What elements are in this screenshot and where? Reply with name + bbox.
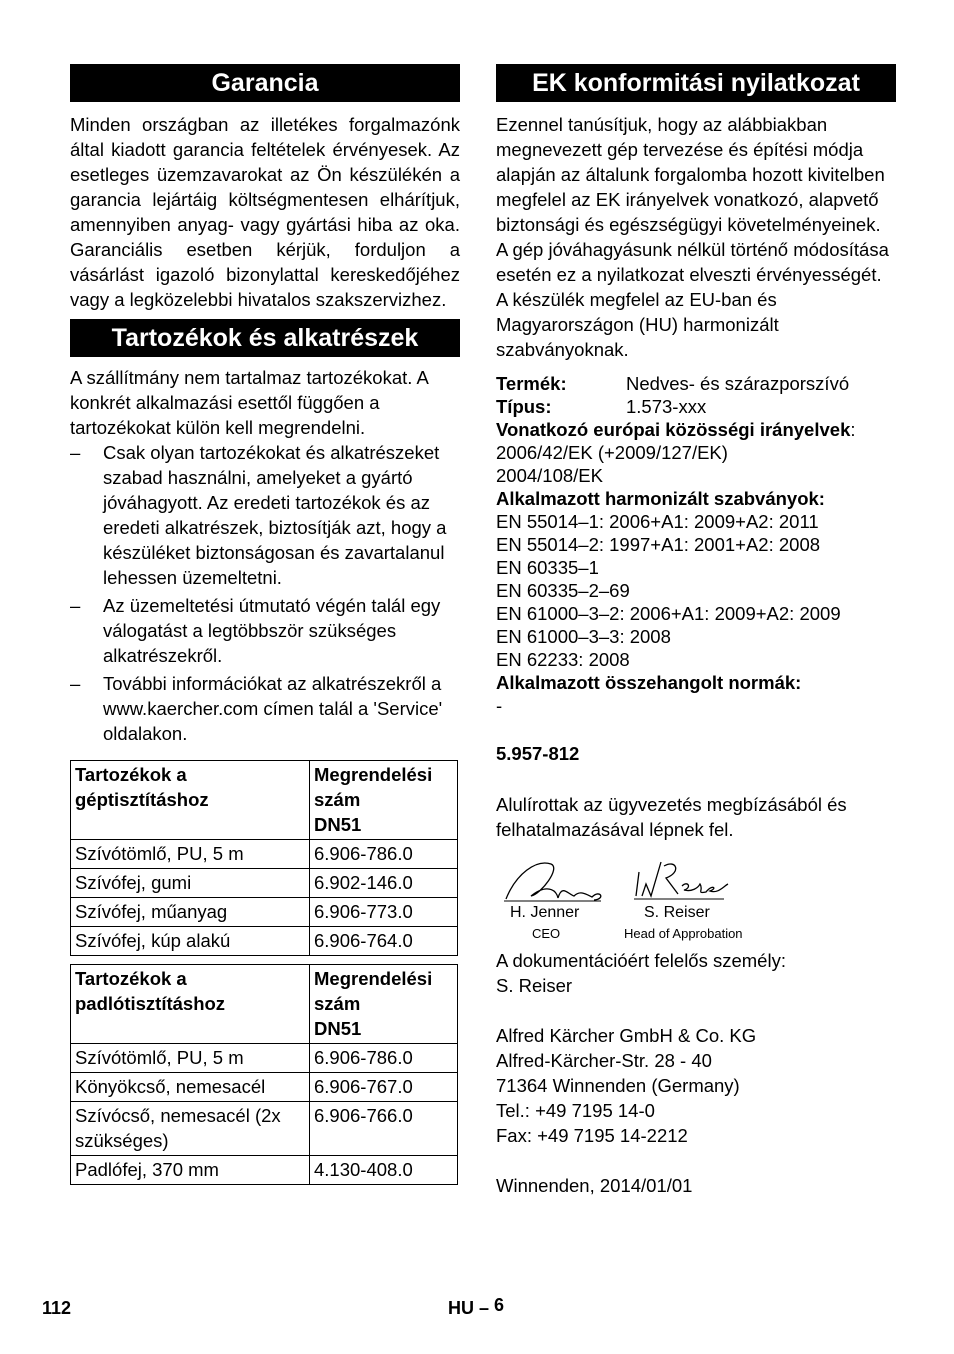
warranty-heading: Garancia xyxy=(70,64,460,102)
table-row xyxy=(71,927,458,956)
table-header-item: Tartozékok a géptisztításhoz xyxy=(71,761,310,840)
directives-label: Vonatkozó európai közösségi irányelvek xyxy=(496,419,851,440)
directive-item: 2006/42/EK (+2009/127/EK) xyxy=(496,442,728,463)
machine-cleaning-parts-table xyxy=(70,760,458,956)
signatories-text: Alulírottak az ügyvezetés megbízásából és felhatalmazásával lépnek fel. xyxy=(496,794,847,840)
table-row xyxy=(71,1073,458,1102)
table-header-row xyxy=(71,965,458,1044)
table-header-item: Tartozékok a padlótisztításhoz xyxy=(71,965,310,1044)
language-code: HU xyxy=(448,1298,474,1318)
table-row xyxy=(71,1044,458,1073)
part-code: 6.902-146.0 xyxy=(310,869,458,898)
left-column xyxy=(70,64,460,1185)
product-label: Termék: xyxy=(496,373,567,394)
list-item xyxy=(70,671,460,746)
type-value: 1.573-xxx xyxy=(626,396,707,417)
part-name: Szívótömlő, PU, 5 m xyxy=(71,840,310,869)
declaration-heading: EK konformitási nyilatkozat xyxy=(496,64,896,102)
company-line: Alfred Kärcher GmbH & Co. KG xyxy=(496,1025,757,1046)
table-header-row xyxy=(71,761,458,840)
product-value: Nedves- és szárazporszívó xyxy=(626,373,850,394)
signature-jenner xyxy=(506,863,601,900)
table-header-order-number xyxy=(310,965,458,1044)
header-dn-line: DN51 xyxy=(314,1018,362,1039)
standard-item: EN 55014–2: 1997+A1: 2001+A2: 2008 xyxy=(496,534,821,555)
table-row xyxy=(71,1102,458,1156)
bullet-dash: – xyxy=(70,595,81,616)
part-code: 6.906-786.0 xyxy=(310,840,458,869)
list-item xyxy=(70,440,460,590)
standard-item: EN 55014–1: 2006+A1: 2009+A2: 2011 xyxy=(496,511,819,532)
right-column xyxy=(496,64,896,1198)
norms-label: Alkalmazott összehangolt normák: xyxy=(496,672,802,693)
part-code: 4.130-408.0 xyxy=(310,1156,458,1185)
product-row xyxy=(496,372,896,395)
part-name: Szívótömlő, PU, 5 m xyxy=(71,1044,310,1073)
directives-heading xyxy=(496,418,876,441)
signature-reiser xyxy=(636,862,728,896)
section-page-label xyxy=(448,1295,505,1319)
table-row xyxy=(71,898,458,927)
part-code: 6.906-767.0 xyxy=(310,1073,458,1102)
standard-item: EN 62233: 2008 xyxy=(496,649,630,670)
part-name: Padlófej, 370 mm xyxy=(71,1156,310,1185)
footer-dash: – xyxy=(479,1298,490,1318)
part-name: Szívófej, műanyag xyxy=(71,898,310,927)
header-dn-line: DN51 xyxy=(314,814,362,835)
signer1-name: H. Jenner xyxy=(510,904,580,921)
standard-item: EN 60335–2–69 xyxy=(496,580,630,601)
header-order-line: Megrendelési xyxy=(314,968,433,989)
product-details xyxy=(496,372,896,717)
part-code: 6.906-764.0 xyxy=(310,927,458,956)
directive-item: 2004/108/EK xyxy=(496,465,603,486)
responsible-label: A dokumentációért felelős személy: xyxy=(496,950,786,971)
table-row xyxy=(71,840,458,869)
document-number: 5.957-812 xyxy=(496,743,580,764)
accessories-bullet-list xyxy=(70,440,460,746)
company-line: 71364 Winnenden (Germany) xyxy=(496,1075,740,1096)
table-header-order-number xyxy=(310,761,458,840)
standards-label: Alkalmazott harmonizált szabványok: xyxy=(496,488,825,509)
type-label: Típus: xyxy=(496,396,552,417)
declaration-intro: Ezennel tanúsítjuk, hogy az alábbiakban megnevezett gép tervezése és építési módja alapján az általunk forgalomba hozott kivitelben megfelel az EK irányelvek vonatkozó, alapvető biztonsági és egészségügyi követelményeinek. A gép jóváhagyásunk nélkül történő módosítása esetén ez a nyilatkozat elveszti érvényességét. A készülék megfelel az EU-ban és Magyarországon (HU) harmonizált szabványoknak. xyxy=(496,114,889,360)
accessories-heading: Tartozékok és alkatrészek xyxy=(70,319,460,357)
standard-item: EN 60335–1 xyxy=(496,557,599,578)
part-name: Szívócső, nemesacél (2x szükséges) xyxy=(71,1102,310,1156)
warranty-text: Minden országban az illetékes forgalmazónk által kiadott garancia feltételek érvényesek. Az esetleges üzemzavarokat az Ön készülékén a garancia lejártáig költségmentesen elhárítjuk, amennyiben anyag- vagy gyártási hiba az oka. Garanciális esetben kérjük, forduljon a vásárlást igazoló bizonylattal kereskedőjéhez vagy a legközelebbi hivatalos szakszervizhez. xyxy=(70,114,460,310)
list-item xyxy=(70,593,460,668)
company-address xyxy=(496,1023,896,1148)
company-line: Tel.: +49 7195 14-0 xyxy=(496,1100,655,1121)
type-row xyxy=(496,395,896,418)
table-row xyxy=(71,1156,458,1185)
header-number-line: szám xyxy=(314,993,361,1014)
signer2-name: S. Reiser xyxy=(644,904,710,921)
standard-item: EN 61000–3–2: 2006+A1: 2009+A2: 2009 xyxy=(496,603,841,624)
part-name: Könyökcső, nemesacél xyxy=(71,1073,310,1102)
header-order-line: Megrendelési xyxy=(314,764,433,785)
part-name: Szívófej, kúp alakú xyxy=(71,927,310,956)
floor-cleaning-parts-table xyxy=(70,964,458,1185)
part-code: 6.906-766.0 xyxy=(310,1102,458,1156)
table-row xyxy=(71,869,458,898)
part-name: Szívófej, gumi xyxy=(71,869,310,898)
bullet-text: Az üzemeltetési útmutató végén talál egy válogatást a legtöbbször szükséges alkatrészekről. xyxy=(103,595,441,666)
standard-item: EN 61000–3–3: 2008 xyxy=(496,626,671,647)
directives-colon: : xyxy=(850,419,856,440)
bullet-dash: – xyxy=(70,673,81,694)
norms-value: - xyxy=(496,695,503,716)
place-date: Winnenden, 2014/01/01 xyxy=(496,1175,693,1196)
bullet-dash: – xyxy=(70,442,81,463)
signer2-role: Head of Approbation xyxy=(624,926,743,941)
section-page-number: 6 xyxy=(494,1295,505,1315)
signature-graphics xyxy=(496,854,756,909)
responsible-name: S. Reiser xyxy=(496,975,573,996)
accessories-intro: A szállítmány nem tartalmaz tartozékokat. A konkrét alkalmazási esettől függően a tartozékokat külön kell megrendelni. xyxy=(70,367,428,438)
bullet-text: Csak olyan tartozékokat és alkatrészeket szabad használni, amelyeket a gyártó jóváhagyott. Az eredeti tartozékok és az eredeti alkatrészek, biztosítják azt, hogy a készüléket biztonságosan és zavartalanul lehessen üzemeltetni. xyxy=(103,442,447,588)
header-number-line: szám xyxy=(314,789,361,810)
bullet-text: További információkat az alkatrészekről a www.kaercher.com címen talál a 'Service' oldalakon. xyxy=(103,673,443,744)
part-code: 6.906-773.0 xyxy=(310,898,458,927)
part-code: 6.906-786.0 xyxy=(310,1044,458,1073)
company-line: Alfred-Kärcher-Str. 28 - 40 xyxy=(496,1050,712,1071)
page-number: 112 xyxy=(42,1298,72,1318)
signature-block xyxy=(496,854,896,944)
company-line: Fax: +49 7195 14-2212 xyxy=(496,1125,688,1146)
signer1-role: CEO xyxy=(532,926,561,941)
